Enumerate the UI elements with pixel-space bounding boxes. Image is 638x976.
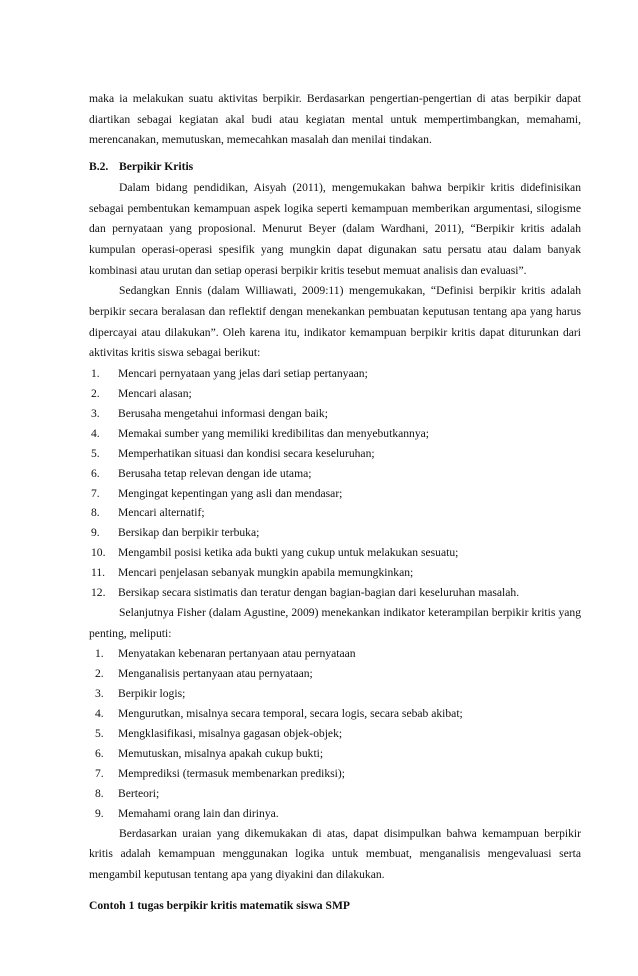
list-item <box>89 563 581 583</box>
list-item-number: 9. <box>95 806 104 820</box>
list-item-text: Mencari pernyataan yang jelas dari setiap pertanyaan; <box>118 367 368 381</box>
list-item <box>89 784 581 804</box>
list-item <box>89 804 581 824</box>
ennis-indicator-list <box>89 364 581 603</box>
list-item-text: Menyatakan kebenaran pertanyaan atau pernyataan <box>118 647 356 661</box>
list-item-number: 1. <box>95 647 104 661</box>
list-item-text: Memakai sumber yang memiliki kredibilitas dan menyebutkannya; <box>118 426 430 440</box>
list-item-text: Berusaha tetap relevan dengan ide utama; <box>118 466 312 480</box>
list-item-number: 6. <box>91 466 100 480</box>
list-item-text: Berteori; <box>118 786 160 800</box>
list-item-text: Mengingat kepentingan yang asli dan mendasar; <box>118 486 343 500</box>
list-item <box>89 384 581 404</box>
list-item <box>89 583 581 603</box>
list-item-text: Mencari penjelasan sebanyak mungkin apabila memungkinkan; <box>118 566 414 580</box>
list-item-text: Menganalisis pertanyaan atau pernyataan; <box>118 667 313 681</box>
list-item-number: 4. <box>91 426 100 440</box>
list-item-number: 9. <box>91 526 100 540</box>
list-item <box>89 744 581 764</box>
section-number: B.2. <box>89 160 109 174</box>
list-item-text: Mengambil posisi ketika ada bukti yang cukup untuk melakukan sesuatu; <box>118 546 459 560</box>
list-item-text: Bersikap secara sistimatis dan teratur dengan bagian-bagian dari keseluruhan masalah. <box>118 586 520 600</box>
list-item-text: Mengurutkan, misalnya secara temporal, secara logis, secara sebab akibat; <box>118 707 463 721</box>
example-heading: Contoh 1 tugas berpikir kritis matematik siswa SMP <box>89 898 350 912</box>
list-item <box>89 684 581 704</box>
list-item-number: 5. <box>91 446 100 460</box>
list-item-text: Memprediksi (termasuk membenarkan prediksi); <box>118 766 345 780</box>
list-item-number: 7. <box>95 766 104 780</box>
list-item-number: 2. <box>95 667 104 681</box>
page-content <box>89 89 581 916</box>
list-item-text: Berusaha mengetahui informasi dengan baik; <box>118 406 328 420</box>
list-item-number: 8. <box>91 506 100 520</box>
list-item-number: 6. <box>95 746 104 760</box>
list-item <box>89 644 581 664</box>
list-item-number: 1. <box>91 367 100 381</box>
list-item-text: Mencari alternatif; <box>118 506 205 520</box>
list-item-number: 7. <box>91 486 100 500</box>
list-item <box>89 503 581 523</box>
list-item-text: Bersikap dan berpikir terbuka; <box>118 526 260 540</box>
intro-paragraph: maka ia melakukan suatu aktivitas berpikir. Berdasarkan pengertian-pengertian di atas berpikir dapat diartikan sebagai kegiatan akal budi atau kegiatan mental untuk mempertimbangkan, memahami, merencanakan, memutuskan, memecahkan masalah dan menilai tindakan. <box>89 92 581 147</box>
list-item <box>89 364 581 384</box>
list-item-number: 2. <box>91 387 100 401</box>
list-item-text: Mengklasifikasi, misalnya gagasan objek-objek; <box>118 727 343 741</box>
list-item-number: 3. <box>91 406 100 420</box>
list-item-number: 5. <box>95 727 104 741</box>
list-item-number: 4. <box>95 707 104 721</box>
list-item-text: Mencari alasan; <box>118 387 192 401</box>
list-item-number: 12. <box>91 586 106 600</box>
list-item <box>89 444 581 464</box>
list-item-text: Memutuskan, misalnya apakah cukup bukti; <box>118 746 324 760</box>
paragraph-ennis: Sedangkan Ennis (dalam Williawati, 2009:11) mengemukakan, “Definisi berpikir kritis adalah berpikir secara beralasan dan reflektif dengan menekankan pembuatan keputusan tentang apa yang harus dipercayai atau dilakukan”. Oleh karena itu, indikator kemampuan berpikir kritis dapat diturunkan dari aktivitas kritis siswa sebagai berikut: <box>89 284 581 360</box>
list-item <box>89 464 581 484</box>
list-item <box>89 543 581 563</box>
list-item <box>89 724 581 744</box>
section-heading <box>89 157 581 178</box>
list-item-number: 3. <box>95 687 104 701</box>
list-item <box>89 424 581 444</box>
list-item <box>89 484 581 504</box>
fisher-indicator-list <box>89 644 581 823</box>
list-item <box>89 704 581 724</box>
list-item <box>89 523 581 543</box>
list-item-number: 10. <box>91 546 106 560</box>
list-item-text: Memperhatikan situasi dan kondisi secara keseluruhan; <box>118 446 375 460</box>
list-item-text: Berpikir logis; <box>118 687 186 701</box>
paragraph-fisher: Selanjutnya Fisher (dalam Agustine, 2009) menekankan indikator keterampilan berpikir kritis yang penting, meliputi: <box>89 606 581 640</box>
list-item-number: 11. <box>91 566 106 580</box>
paragraph-aisyah: Dalam bidang pendidikan, Aisyah (2011), mengemukakan bahwa berpikir kritis didefinisikan sebagai pembentukan kemampuan aspek logika seperti kemampuan memberikan argumentasi, silogisme dan pernyataan yang proposional. Menurut Beyer (dalam Wardhani, 2011), “Berpikir kritis adalah kumpulan operasi-operasi spesifik yang mungkin dapat digunakan satu persatu atau dalam banyak kombinasi atau urutan dan setiap operasi berpikir kritis tesebut memuat analisis dan evaluasi”. <box>89 180 581 277</box>
list-item-number: 8. <box>95 786 104 800</box>
list-item <box>89 404 581 424</box>
list-item <box>89 764 581 784</box>
list-item <box>89 664 581 684</box>
section-title: Berpikir Kritis <box>119 160 194 174</box>
list-item-text: Memahami orang lain dan dirinya. <box>118 806 279 820</box>
paragraph-conclusion: Berdasarkan uraian yang dikemukakan di atas, dapat disimpulkan bahwa kemampuan berpikir kritis adalah kemampuan menggunakan logika untuk membuat, menganalisis mengevaluasi serta mengambil keputusan tentang apa yang diyakini dan dilakukan. <box>89 826 581 881</box>
